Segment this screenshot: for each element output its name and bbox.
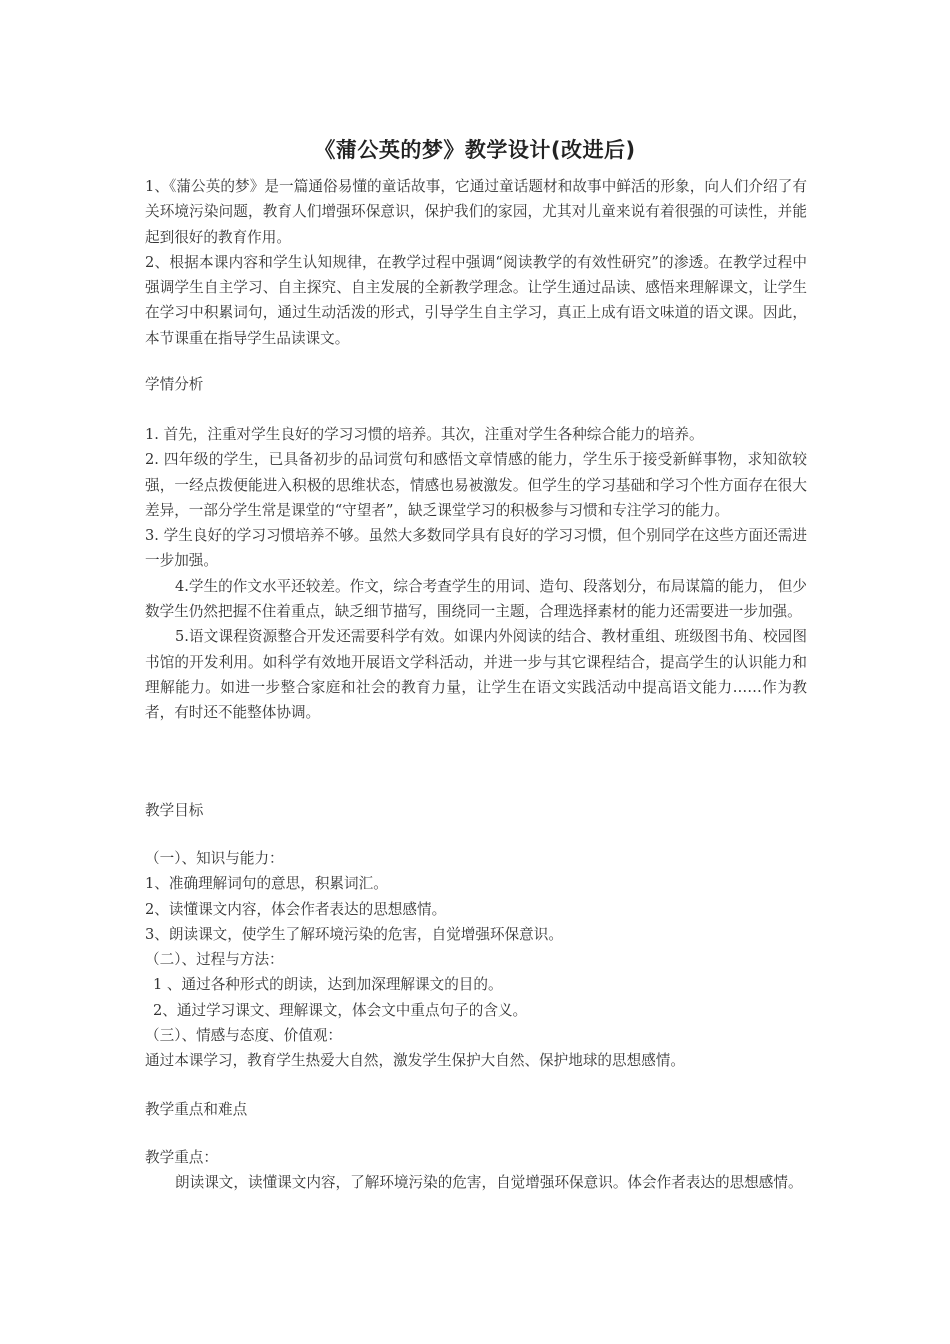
intro-paragraph-2: 2、根据本课内容和学生认知规律，在教学过程中强调“阅读教学的有效性研究”的渗透。在教学过程中强调学生自主学习、自主探究、自主发展的全新教学理念。让学生通过品读、感悟来理解课文，让学生在学习中积累词句，通过生动活泼的形式，引导学生自主学习，真正上成有语文味道的语文课。因此，本节课重在指导学生品读课文。 (145, 253, 807, 347)
mubiao-subheading-2: （二）、过程与方法： (145, 951, 284, 969)
xueqing-item-2: 2. 四年级的学生，已具备初步的品词赏句和感悟文章情感的能力，学生乐于接受新鲜事物，求知欲较强，一经点拨便能进入积极的思维状态，情感也易被激发。但学生的学习基础和学习个性方面存在很大差异，一部分学生常是课堂的“守望者”，缺乏课堂学习的积极参与习惯和专注学习的能力。 (145, 451, 807, 519)
xueqing-heading: 学情分析 (145, 376, 204, 393)
mubiao-line-4: 1 、通过各种形式的朗读，达到加深理解课文的目的。 (153, 976, 503, 994)
xueqing-item-4: 4.学生的作文水平还较差。作文，综合考查学生的用词、造句、段落划分，布局谋篇的能力， 但少数学生仍然把握不住着重点，缺乏细节描写，围绕同一主题，合理选择素材的能力还需要进一步加强。 (145, 577, 807, 621)
mubiao-line-5: 2、通过学习课文、理解课文，体会文中重点句子的含义。 (153, 1001, 528, 1019)
mubiao-subheading-1: （一）、知识与能力： (145, 850, 284, 867)
mubiao-section (145, 846, 807, 1074)
mubiao-line-1: 1、准确理解词句的意思，积累词汇。 (145, 875, 388, 893)
mubiao-line-6: 通过本课学习，教育学生热爱大自然，激发学生保护大自然、保护地球的思想感情。 (145, 1052, 685, 1070)
intro-section (145, 174, 807, 351)
zhongdian-body: 朗读课文，读懂课文内容，了解环境污染的危害，自觉增强环保意识。体会作者表达的思想感情。 (175, 1174, 803, 1192)
mubiao-line-2: 2、读懂课文内容，体会作者表达的思想感情。 (145, 900, 447, 918)
xueqing-item-3: 3. 学生良好的学习习惯培养不够。虽然大多数同学具有良好的学习习惯，但个别同学在这些方面还需进一步加强。 (145, 527, 807, 570)
xueqing-item-1: 1. 首先，注重对学生良好的学习习惯的培养。其次，注重对学生各种综合能力的培养。 (145, 426, 704, 443)
zhongdian-heading: 教学重点和难点 (145, 1101, 248, 1118)
zhongdian-subheading: 教学重点： (145, 1149, 218, 1166)
intro-paragraph-1: 1、《蒲公英的梦》是一篇通俗易懂的童话故事，它通过童话题材和故事中鲜活的形象，向人们介绍了有关环境污染问题，教育人们增强环保意识，保护我们的家园，尤其对儿童来说有着很强的可读性，并能起到很好的教育作用。 (145, 178, 807, 246)
xueqing-section (145, 422, 807, 726)
zhongdian-section (145, 1145, 807, 1196)
mubiao-heading: 教学目标 (145, 802, 204, 819)
mubiao-line-3: 3、朗读课文，使学生了解环境污染的危害，自觉增强环保意识。 (145, 925, 563, 943)
xueqing-item-5: 5.语文课程资源整合开发还需要科学有效。如课内外阅读的结合、教材重组、班级图书角、校园图书馆的开发利用。如科学有效地开展语文学科活动，并进一步与其它课程结合，提高学生的认识能力和理解能力。如进一步整合家庭和社会的教育力量，让学生在语文实践活动中提高语文能力……作为教者，有时还不能整体协调。 (145, 628, 807, 722)
mubiao-subheading-3: （三）、情感与态度、价值观： (145, 1027, 343, 1045)
document-title: 《蒲公英的梦》教学设计(改进后) (314, 138, 636, 162)
